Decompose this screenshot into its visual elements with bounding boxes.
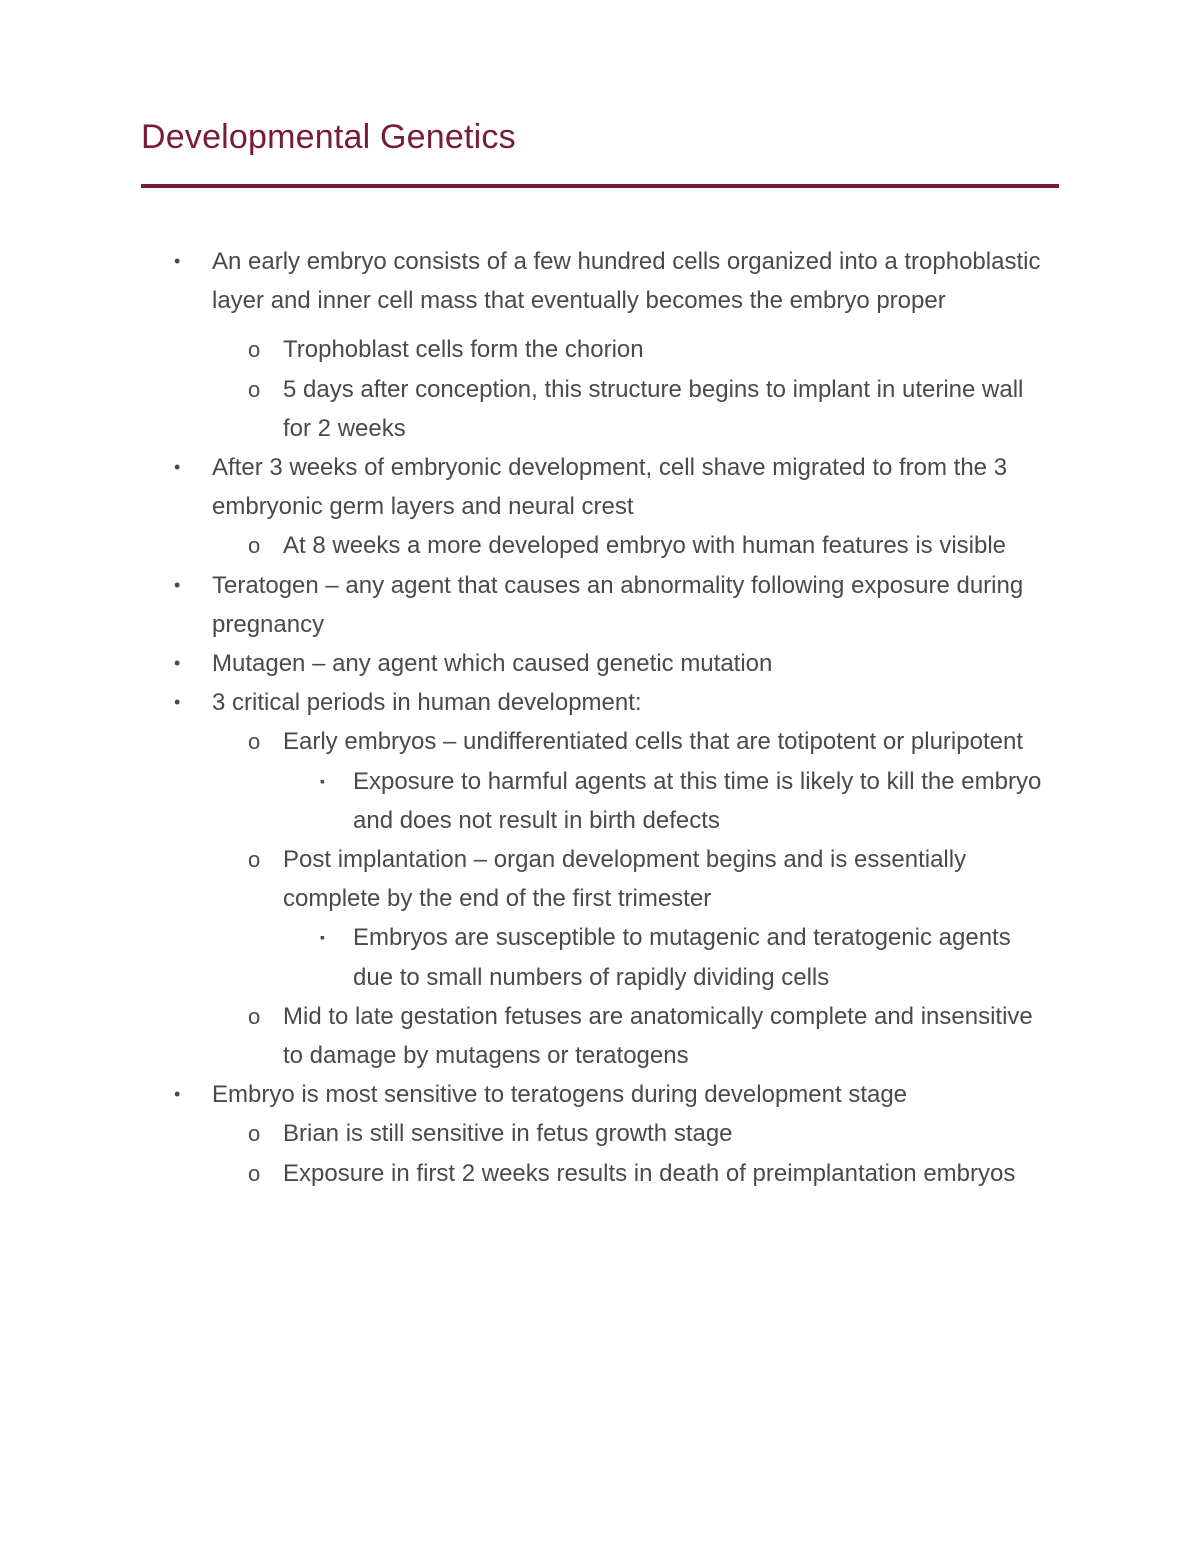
list-item	[0, 330, 1200, 369]
list-item	[0, 683, 1200, 722]
bullet-circle-icon: o	[248, 533, 261, 559]
list-item	[0, 722, 1200, 761]
list-item-text: An early embryo consists of a few hundred cells organized into a trophoblastic layer and inner cell mass that eventually becomes the embryo proper	[212, 248, 1041, 315]
list-item	[0, 997, 1200, 1075]
list-item	[0, 448, 1200, 526]
list-item-text: Embryos are susceptible to mutagenic and teratogenic agents due to small numbers of rapidly dividing cells	[353, 924, 1011, 991]
bullet-dot-icon: •	[174, 692, 181, 713]
list-item	[0, 526, 1200, 565]
list-item-text: Early embryos – undifferentiated cells that are totipotent or pluripotent	[283, 728, 1023, 756]
bullet-circle-icon: o	[248, 337, 261, 363]
bullet-circle-icon: o	[248, 376, 261, 402]
list-item	[0, 1075, 1200, 1114]
page-title: Developmental Genetics	[141, 118, 516, 156]
list-item-text: Exposure in first 2 weeks results in death of preimplantation embryos	[283, 1159, 1016, 1187]
list-item-text: Mutagen – any agent which caused genetic mutation	[212, 650, 773, 678]
list-item-text: Exposure to harmful agents at this time is likely to kill the embryo and does not result in birth defects	[353, 767, 1042, 834]
bullet-dot-icon: •	[174, 1084, 181, 1105]
list-item-text: Post implantation – organ development begins and is essentially complete by the end of the first trimester	[283, 846, 967, 913]
bullet-dot-icon: •	[174, 574, 181, 595]
list-item	[0, 1114, 1200, 1153]
list-item-text: Mid to late gestation fetuses are anatomically complete and insensitive to damage by mutagens or teratogens	[283, 1002, 1033, 1070]
list-item	[0, 242, 1200, 320]
list-item-text: Teratogen – any agent that causes an abnormality following exposure during pregnancy	[212, 571, 1024, 638]
bullet-square-icon: ▪	[320, 772, 325, 789]
list-item-text: Embryo is most sensitive to teratogens during development stage	[212, 1081, 908, 1109]
bullet-circle-icon: o	[248, 1121, 261, 1147]
bullet-list	[0, 242, 1200, 1193]
list-item	[0, 566, 1200, 644]
bullet-dot-icon: •	[174, 457, 181, 478]
list-item-text: Brian is still sensitive in fetus growth stage	[283, 1120, 733, 1148]
bullet-dot-icon: •	[174, 251, 181, 271]
bullet-circle-icon: o	[248, 1160, 261, 1186]
title-divider	[141, 184, 1059, 188]
bullet-dot-icon: •	[174, 653, 181, 674]
list-item	[0, 840, 1200, 918]
list-item	[0, 1154, 1200, 1193]
list-item-text: 5 days after conception, this structure begins to implant in uterine wall for 2 weeks	[283, 375, 1024, 442]
list-item	[0, 370, 1200, 448]
bullet-square-icon: ▪	[320, 929, 325, 946]
list-item	[0, 918, 1200, 996]
list-item-text: After 3 weeks of embryonic development, cell shave migrated to from the 3 embryonic germ layers and neural crest	[212, 454, 1008, 521]
list-item-text: 3 critical periods in human development:	[212, 689, 642, 717]
list-item-text: Trophoblast cells form the chorion	[283, 336, 644, 364]
list-item	[0, 644, 1200, 683]
bullet-circle-icon: o	[248, 847, 261, 873]
bullet-circle-icon: o	[248, 1003, 261, 1029]
bullet-circle-icon: o	[248, 729, 261, 755]
list-item	[0, 762, 1200, 840]
list-item-text: At 8 weeks a more developed embryo with human features is visible	[283, 532, 1007, 560]
